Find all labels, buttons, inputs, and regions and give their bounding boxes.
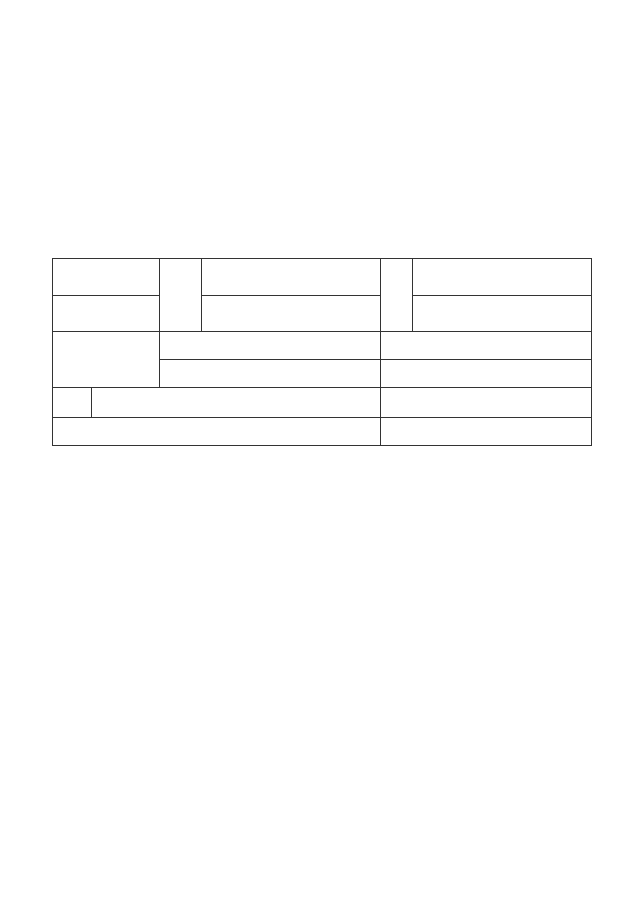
total-amount-field[interactable] xyxy=(381,418,592,446)
category-header xyxy=(92,388,381,418)
certificate-table xyxy=(52,258,592,446)
wife-label xyxy=(381,259,413,332)
husband-label xyxy=(160,259,202,332)
dob-label xyxy=(53,296,160,332)
ai-count-label xyxy=(160,360,381,388)
wife-dob-field[interactable] xyxy=(413,296,592,332)
wife-name-field[interactable] xyxy=(413,259,592,296)
start-date-field[interactable] xyxy=(381,332,592,360)
total-label xyxy=(53,418,381,446)
start-date-label xyxy=(160,332,381,360)
amount-header xyxy=(381,388,592,418)
ai-count-field[interactable] xyxy=(381,360,592,388)
breakdown-label xyxy=(53,388,92,418)
patient-name-label-cell xyxy=(53,259,160,296)
ai-status-label xyxy=(53,332,160,388)
husband-name-field[interactable] xyxy=(202,259,381,296)
husband-dob-field[interactable] xyxy=(202,296,381,332)
certificate-date xyxy=(488,170,546,184)
